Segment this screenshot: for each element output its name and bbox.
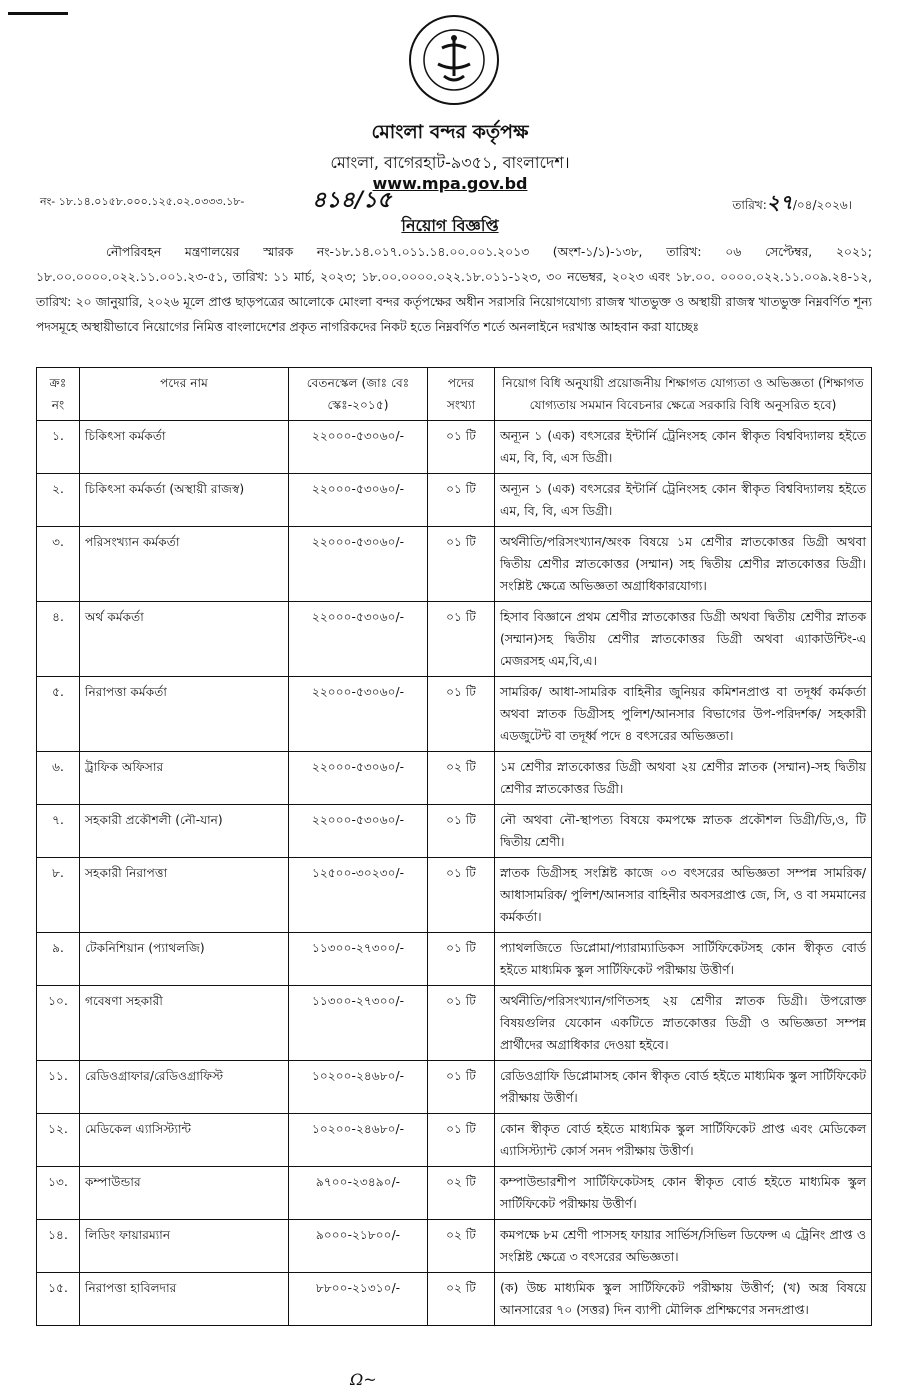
row-post-name: সহকারী নিরাপত্তা	[80, 858, 289, 933]
table-row	[37, 602, 872, 677]
row-pay-scale: ২২০০০-৫৩০৬০/-	[289, 677, 428, 752]
row-post-count: ০১ টি	[428, 1061, 495, 1114]
row-pay-scale: ২২০০০-৫৩০৬০/-	[289, 752, 428, 805]
row-pay-scale: ১১৩০০-২৭৩০০/-	[289, 986, 428, 1061]
top-mark	[8, 12, 68, 15]
table-row	[37, 933, 872, 986]
org-website[interactable]: www.mpa.gov.bd	[372, 174, 528, 193]
row-pay-scale: ২২০০০-৫৩০৬০/-	[289, 805, 428, 858]
row-post-count: ০১ টি	[428, 933, 495, 986]
row-post-name: লিডিং ফায়ারম্যান	[80, 1220, 289, 1273]
row-number: ৮.	[37, 858, 80, 933]
row-number: ৬.	[37, 752, 80, 805]
row-number: ১২.	[37, 1114, 80, 1167]
row-pay-scale: ১১৩০০-২৭৩০০/-	[289, 933, 428, 986]
org-address: মোংলা, বাগেরহাট-৯৩৫১, বাংলাদেশ।	[330, 153, 570, 172]
table-row	[37, 986, 872, 1061]
row-qualification: স্নাতক ডিগ্রীসহ সংশ্লিষ্ট কাজে ০৩ বৎসরের অভিজ্ঞতা সম্পন্ন সামরিক/আধাসামরিক/ পুলিশ/আনসার বাহিনীর অবসরপ্রাপ্ত জে, সি, ও বা সমমানের কর্মকর্তা।	[495, 858, 872, 933]
row-post-name: পরিসংখ্যান কর্মকর্তা	[80, 527, 289, 602]
row-qualification: রেডিওগ্রাফি ডিপ্লোমাসহ কোন স্বীকৃত বোর্ড হইতে মাধ্যমিক স্কুল সার্টিফিকেট পরীক্ষায় উত্তীর্ণ।	[495, 1061, 872, 1114]
row-number: ১৫.	[37, 1273, 80, 1326]
posts-table	[36, 367, 872, 1326]
row-post-count: ০১ টি	[428, 602, 495, 677]
memo-handwritten: ৪১৪/১৫	[312, 187, 392, 213]
date-day: ২৭	[766, 190, 793, 214]
row-number: ৭.	[37, 805, 80, 858]
row-number: ১.	[37, 421, 80, 474]
row-qualification: প্যাথলজিতে ডিপ্লোমা/প্যারাম্যাডিকস সার্টিফিকেটসহ কোন স্বীকৃত বোর্ড হইতে মাধ্যমিক স্কুল সার্টিফিকেট পরীক্ষায় উত্তীর্ণ।	[495, 933, 872, 986]
row-number: ১১.	[37, 1061, 80, 1114]
row-post-name: নিরাপত্তা হাবিলদার	[80, 1273, 289, 1326]
row-number: ১৩.	[37, 1167, 80, 1220]
row-number: ১৪.	[37, 1220, 80, 1273]
row-post-count: ০১ টি	[428, 677, 495, 752]
row-post-count: ০১ টি	[428, 805, 495, 858]
row-qualification: ১ম শ্রেণীর স্নাতকোত্তর ডিগ্রী অথবা ২য় শ্রেণীর স্নাতক (সম্মান)-সহ দ্বিতীয় শ্রেণীর স্নাতকোত্তর ডিগ্রী।	[495, 752, 872, 805]
row-post-name: সহকারী প্রকৌশলী (নৌ-যান)	[80, 805, 289, 858]
table-row	[37, 752, 872, 805]
table-row	[37, 805, 872, 858]
row-pay-scale: ১০২০০-২৪৬৮০/-	[289, 1114, 428, 1167]
row-pay-scale: ২২০০০-৫৩০৬০/-	[289, 421, 428, 474]
table-row	[37, 677, 872, 752]
row-post-name: ট্রাফিক অফিসার	[80, 752, 289, 805]
notice-title: নিয়োগ বিজ্ঞপ্তি	[401, 216, 499, 235]
row-number: ৫.	[37, 677, 80, 752]
date-rest: /০৪/২০২৬।	[792, 198, 852, 212]
header-no: ক্রঃ নং	[37, 368, 80, 421]
table-row	[37, 474, 872, 527]
org-name: মোংলা বন্দর কর্তৃপক্ষ	[371, 121, 529, 143]
row-post-count: ০১ টি	[428, 421, 495, 474]
port-authority-logo	[408, 14, 500, 106]
row-qualification: কোন স্বীকৃত বোর্ড হইতে মাধ্যমিক স্কুল সার্টিফিকেট প্রাপ্ত এবং মেডিকেল এ্যাসিস্ট্যান্ট কোর্স সনদ পরীক্ষায় উত্তীর্ণ।	[495, 1114, 872, 1167]
header-post: পদের নাম	[80, 368, 289, 421]
row-post-name: অর্থ কর্মকর্তা	[80, 602, 289, 677]
date-label: তারিখ:	[732, 198, 767, 212]
table-row	[37, 1220, 872, 1273]
table-header-row	[37, 368, 872, 421]
row-qualification: কমপক্ষে ৮ম শ্রেণী পাসসহ ফায়ার সার্ভিস/সিভিল ডিফেন্স এ ট্রেনিং প্রাপ্ত ও সংশ্লিষ্ট ক্ষেত্রে ৩ বৎসরের অভিজ্ঞতা।	[495, 1220, 872, 1273]
row-pay-scale: ৯০০০-২১৮০০/-	[289, 1220, 428, 1273]
row-qualification: (ক) উচ্চ মাধ্যমিক স্কুল সার্টিফিকেট পরীক্ষায় উত্তীর্ণ; (খ) অস্ত্র বিষয়ে আনসারের ৭০ (সত্তর) দিন ব্যাপী মৌলিক প্রশিক্ষণের সনদপ্রাপ্ত।	[495, 1273, 872, 1326]
header-pay: বেতনস্কেল (জাঃ বেঃ স্কেঃ-২০১৫)	[289, 368, 428, 421]
row-post-name: চিকিৎসা কর্মকর্তা (অস্থায়ী রাজস্ব)	[80, 474, 289, 527]
table-row	[37, 527, 872, 602]
intro-paragraph: নৌপরিবহন মন্ত্রণালয়ের স্মারক নং-১৮.১৪.০১৭.০১১.১৪.০০.০০১.২০১৩ (অংশ-১/১)-১৩৮, তারিখ: ০৬ সেপ্টেম্বর, ২০২১; ১৮.০০.০০০০.০২২.১১.০০১.২৩-৫১, তারিখ: ১১ মার্চ, ২০২৩; ১৮.০০.০০০০.০২২.১৮.০১১-১২৩, ৩০ নভেম্বর, ২০২৩ এবং ১৮.০০. ০০০০.০২২.১১.০০৯.২৪-১২, তারিখ: ২০ জানুয়ারি, ২০২৬ মূলে প্রাপ্ত ছাড়পত্রের আলোকে মোংলা বন্দর কর্তৃপক্ষের অধীন সরাসরি নিয়োগযোগ্য রাজস্ব খাতভুক্ত ও অস্থায়ী রাজস্ব খাতভুক্ত নিম্নবর্ণিত শূন্য পদসমূহে অস্থায়ীভাবে নিয়োগের নিমিত্ত বাংলাদেশের প্রকৃত নাগরিকদের নিকট হতে নিম্নবর্ণিত শর্তে অনলাইনে দরখাস্ত আহবান করা যাচ্ছেঃ	[36, 245, 872, 334]
row-post-count: ০১ টি	[428, 527, 495, 602]
row-post-name: চিকিৎসা কর্মকর্তা	[80, 421, 289, 474]
row-pay-scale: ৯৭০০-২৩৪৯০/-	[289, 1167, 428, 1220]
row-number: ১০.	[37, 986, 80, 1061]
row-post-name: গবেষণা সহকারী	[80, 986, 289, 1061]
row-post-count: ০২ টি	[428, 1273, 495, 1326]
row-qualification: অন্যূন ১ (এক) বৎসরের ইন্টার্নি ট্রেনিংসহ কোন স্বীকৃত বিশ্ববিদ্যালয় হইতে এম, বি, বি, এস ডিগ্রী।	[495, 474, 872, 527]
header-qualification: নিয়োগ বিধি অনুযায়ী প্রয়োজনীয় শিক্ষাগত যোগ্যতা ও অভিজ্ঞতা (শিক্ষাগত যোগ্যতায় সমমান বিবেচনার ক্ষেত্রে সরকারি বিধি অনুসরিত হবে)	[495, 368, 872, 421]
row-qualification: অর্থনীতি/পরিসংখ্যান/অংক বিষয়ে ১ম শ্রেণীর স্নাতকোত্তর ডিগ্রী অথবা দ্বিতীয় শ্রেণীর স্নাতকোত্তর (সম্মান) সহ দ্বিতীয় শ্রেণীর স্নাতকোত্তর ডিগ্রী। সংশ্লিষ্ট ক্ষেত্রে অভিজ্ঞতা অগ্রাধিকারযোগ্য।	[495, 527, 872, 602]
row-post-count: ০১ টি	[428, 858, 495, 933]
signature: Ω~	[350, 1370, 377, 1389]
row-pay-scale: ২২০০০-৫৩০৬০/-	[289, 527, 428, 602]
table-row	[37, 1061, 872, 1114]
table-row	[37, 858, 872, 933]
row-post-name: কম্পাউন্ডার	[80, 1167, 289, 1220]
row-post-name: মেডিকেল এ্যাসিস্ট্যান্ট	[80, 1114, 289, 1167]
row-pay-scale: ২২০০০-৫৩০৬০/-	[289, 602, 428, 677]
table-row	[37, 1167, 872, 1220]
row-post-count: ০২ টি	[428, 1220, 495, 1273]
row-number: ৩.	[37, 527, 80, 602]
row-post-name: নিরাপত্তা কর্মকর্তা	[80, 677, 289, 752]
row-pay-scale: ২২০০০-৫৩০৬০/-	[289, 474, 428, 527]
row-number: ৯.	[37, 933, 80, 986]
table-row	[37, 421, 872, 474]
memo-number: নং- ১৮.১৪.০১৫৮.০০০.১২৫.০২.০৩৩৩.১৮-	[40, 195, 245, 208]
row-post-count: ০২ টি	[428, 752, 495, 805]
row-pay-scale: ১২৫০০-৩০২৩০/-	[289, 858, 428, 933]
row-qualification: কম্পাউন্ডারশীপ সার্টিফিকেটসহ কোন স্বীকৃত বোর্ড হইতে মাধ্যমিক স্কুল সার্টিফিকেট পরীক্ষায় উত্তীর্ণ।	[495, 1167, 872, 1220]
row-qualification: সামরিক/ আধা-সামরিক বাহিনীর জুনিয়র কমিশনপ্রাপ্ত বা তদূর্ধ্ব কর্মকর্তা অথবা স্নাতক ডিগ্রীসহ পুলিশ/আনসার বিভাগের উপ-পরিদর্শক/ সহকারী এডজুটেন্ট বা তদূর্ধ্ব পদে ৪ বৎসরের অভিজ্ঞতা।	[495, 677, 872, 752]
row-pay-scale: ৮৮০০-২১৩১০/-	[289, 1273, 428, 1326]
row-post-count: ০১ টি	[428, 474, 495, 527]
row-number: ২.	[37, 474, 80, 527]
row-qualification: অন্যূন ১ (এক) বৎসরের ইন্টার্নি ট্রেনিংসহ কোন স্বীকৃত বিশ্ববিদ্যালয় হইতে এম, বি, বি, এস ডিগ্রী।	[495, 421, 872, 474]
row-number: ৪.	[37, 602, 80, 677]
table-row	[37, 1114, 872, 1167]
row-post-count: ০১ টি	[428, 1114, 495, 1167]
row-post-count: ০২ টি	[428, 1167, 495, 1220]
header-count: পদের সংখ্যা	[428, 368, 495, 421]
row-qualification: হিসাব বিজ্ঞানে প্রথম শ্রেণীর স্নাতকোত্তর ডিগ্রী অথবা দ্বিতীয় শ্রেণীর স্নাতক (সম্মান)সহ দ্বিতীয় শ্রেণীর স্নাতকোত্তর ডিগ্রী অথবা এ্যাকাউন্টিং-এ মেজরসহ এম,বি,এ।	[495, 602, 872, 677]
row-post-name: রেডিওগ্রাফার/রেডিওগ্রাফিস্ট	[80, 1061, 289, 1114]
row-qualification: নৌ অথবা নৌ-স্থাপত্য বিষয়ে কমপক্ষে স্নাতক প্রকৌশল ডিগ্রী/ডি,ও, টি দ্বিতীয় শ্রেণী।	[495, 805, 872, 858]
row-post-count: ০১ টি	[428, 986, 495, 1061]
row-qualification: অর্থনীতি/পরিসংখ্যান/গণিতসহ ২য় শ্রেণীর স্নাতক ডিগ্রী। উপরোক্ত বিষয়গুলির যেকোন একটিতে স্নাতকোত্তর ডিগ্রী ও অভিজ্ঞতা সম্পন্ন প্রার্থীদের অগ্রাধিকার দেওয়া হইবে।	[495, 986, 872, 1061]
table-row	[37, 1273, 872, 1326]
row-post-name: টেকনিশিয়ান (প্যাথলজি)	[80, 933, 289, 986]
row-pay-scale: ১০২০০-২৪৬৮০/-	[289, 1061, 428, 1114]
